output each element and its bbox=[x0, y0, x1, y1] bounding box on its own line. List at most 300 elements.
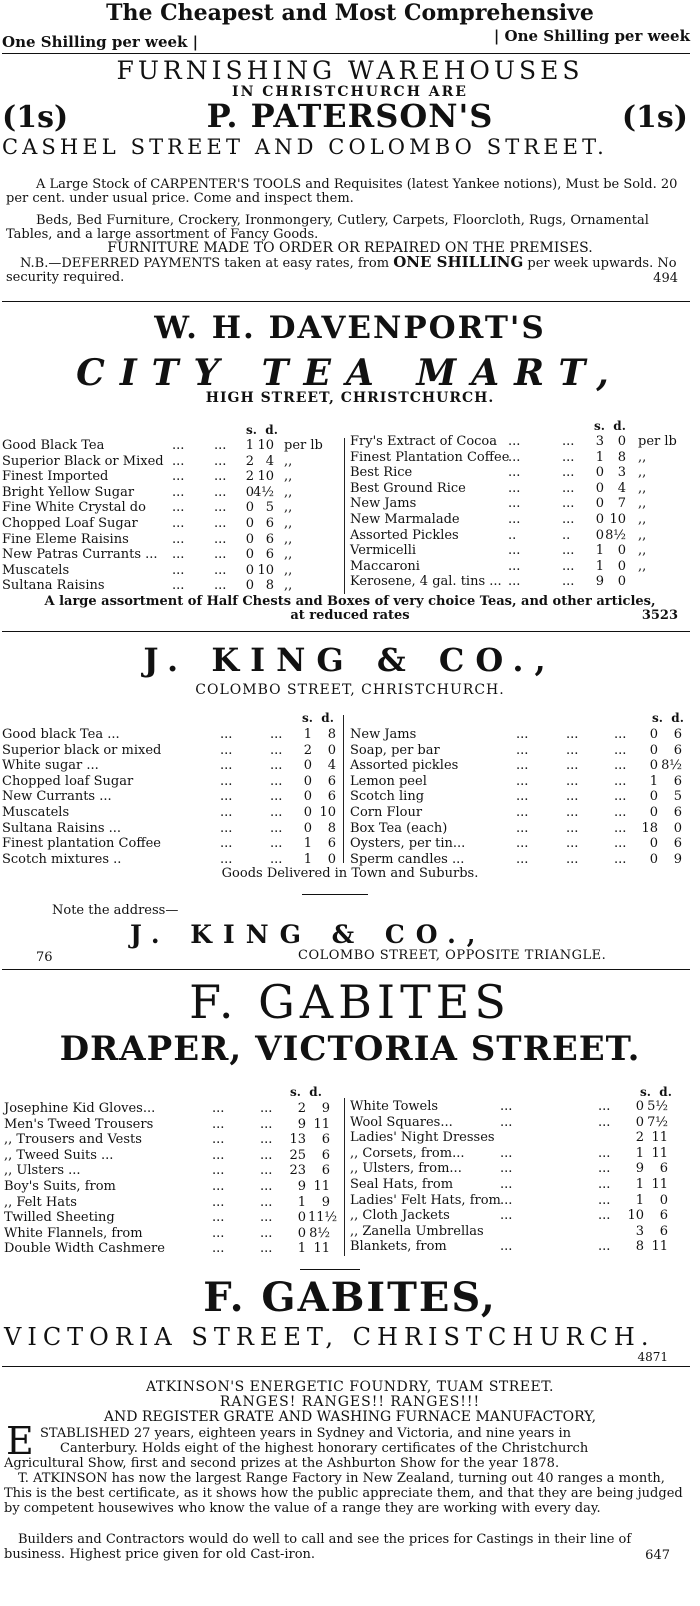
item-name: Superior Black or Mixed bbox=[2, 453, 164, 469]
price-shillings: 2 bbox=[303, 742, 312, 758]
price-row bbox=[350, 465, 695, 481]
item-leader: ... bbox=[270, 789, 283, 805]
price-row bbox=[2, 758, 342, 774]
gabites-subtitle: DRAPER, VICTORIA STREET. bbox=[59, 1029, 641, 1069]
units-header bbox=[640, 1085, 672, 1099]
price-row bbox=[2, 789, 342, 805]
item-leader: ... bbox=[500, 1114, 513, 1130]
gabites-address: VICTORIA STREET, CHRISTCHURCH. bbox=[4, 1323, 655, 1351]
price-unit: ,, bbox=[638, 527, 647, 543]
price-row bbox=[350, 836, 690, 852]
item-name: Twilled Sheeting bbox=[4, 1210, 115, 1226]
rule bbox=[2, 969, 690, 970]
price-pence: 0 bbox=[617, 574, 626, 590]
price-pence: 10 bbox=[319, 804, 336, 820]
price-shillings: 0 bbox=[649, 804, 658, 820]
price-row bbox=[350, 1208, 690, 1224]
price-row bbox=[2, 852, 342, 868]
item-name: Soap, per bar bbox=[350, 742, 440, 758]
item-leader: ... bbox=[260, 1163, 273, 1179]
item-name: ,, Ulsters, from... bbox=[350, 1161, 462, 1177]
price-shillings: 1 bbox=[297, 1194, 306, 1210]
price-unit: per lb bbox=[284, 438, 323, 453]
price-pence: 6 bbox=[673, 804, 682, 820]
price-pence: 6 bbox=[265, 547, 274, 563]
price-row bbox=[2, 454, 342, 470]
shillings-header: s. bbox=[652, 711, 663, 725]
king-right-table bbox=[350, 727, 690, 867]
price-unit: ,, bbox=[638, 511, 647, 527]
price-pence: 11 bbox=[313, 1241, 330, 1257]
item-name: Sperm candles ... bbox=[350, 851, 465, 867]
price-shillings: 0 bbox=[297, 1225, 306, 1241]
price-shillings: 1 bbox=[635, 1145, 644, 1161]
item-leader: ... bbox=[598, 1145, 611, 1161]
shillings-header: s. bbox=[246, 423, 257, 437]
price-row bbox=[2, 805, 342, 821]
price-pence: 11 bbox=[651, 1145, 668, 1161]
price-pence: 10 bbox=[257, 469, 274, 485]
rule bbox=[2, 301, 690, 302]
item-leader: ... bbox=[172, 515, 185, 531]
item-leader: ... bbox=[220, 742, 233, 758]
price-pence: 0 bbox=[617, 543, 626, 559]
item-leader: ... bbox=[172, 531, 185, 547]
gabites-right-table bbox=[350, 1099, 690, 1255]
gabites-name: F. GABITES bbox=[189, 975, 511, 1029]
rule bbox=[2, 1366, 690, 1367]
price-pence: 9 bbox=[673, 851, 682, 867]
item-name: ,, Felt Hats bbox=[4, 1194, 77, 1210]
price-unit: ,, bbox=[638, 496, 647, 512]
item-leader: ... bbox=[508, 558, 521, 574]
item-leader: ... bbox=[500, 1099, 513, 1114]
item-name: New Patras Currants ... bbox=[2, 547, 158, 563]
paterson-para-deferred bbox=[6, 253, 690, 285]
item-leader: ... bbox=[220, 758, 233, 774]
item-name: Kerosene, 4 gal. tins ... bbox=[350, 574, 502, 590]
item-name: ,, Tweed Suits ... bbox=[4, 1147, 114, 1163]
item-leader: ... bbox=[566, 820, 579, 836]
price-row bbox=[350, 789, 690, 805]
item-name: Ladies' Felt Hats, from bbox=[350, 1192, 501, 1208]
item-name: Finest Imported bbox=[2, 469, 109, 485]
item-leader: ... bbox=[270, 773, 283, 789]
davenport-right-table bbox=[350, 434, 695, 590]
price-pence: 9 bbox=[321, 1101, 330, 1116]
paterson-ref: 494 bbox=[653, 271, 678, 286]
item-leader: ... bbox=[214, 484, 227, 500]
price-pence: 6 bbox=[327, 836, 336, 852]
item-name: ,, Cloth Jackets bbox=[350, 1208, 450, 1224]
pence-header: d. bbox=[613, 419, 626, 433]
atkinson-title: ATKINSON'S ENERGETIC FOUNDRY, TUAM STREET. bbox=[146, 1379, 554, 1395]
item-name: Oysters, per tin... bbox=[350, 836, 466, 852]
item-leader: ... bbox=[220, 836, 233, 852]
item-leader: ... bbox=[172, 484, 185, 500]
price-row bbox=[4, 1210, 342, 1226]
item-leader: ... bbox=[598, 1192, 611, 1208]
price-row bbox=[4, 1163, 342, 1179]
item-leader: ... bbox=[614, 804, 627, 820]
price-shillings: 0 bbox=[303, 820, 312, 836]
item-leader: ... bbox=[516, 727, 529, 742]
item-name: Good black Tea ... bbox=[2, 727, 120, 742]
price-pence: 0 bbox=[327, 742, 336, 758]
item-leader: ... bbox=[500, 1176, 513, 1192]
item-leader: ... bbox=[212, 1178, 225, 1194]
price-shillings: 1 bbox=[245, 438, 254, 453]
item-leader: ... bbox=[260, 1116, 273, 1132]
pence-header: d. bbox=[309, 1085, 322, 1099]
item-leader: ... bbox=[598, 1114, 611, 1130]
item-name: Scotch ling bbox=[350, 789, 425, 805]
price-row bbox=[350, 450, 695, 466]
item-leader: ... bbox=[260, 1241, 273, 1257]
item-leader: ... bbox=[614, 773, 627, 789]
price-pence: 8½ bbox=[605, 527, 626, 543]
price-row bbox=[350, 852, 690, 868]
price-shillings: 3 bbox=[595, 434, 604, 449]
price-unit: per lb bbox=[638, 434, 677, 449]
item-leader: ... bbox=[508, 480, 521, 496]
price-pence: 0 bbox=[617, 558, 626, 574]
item-leader: ... bbox=[172, 438, 185, 453]
item-leader: ... bbox=[562, 511, 575, 527]
price-shillings: 9 bbox=[635, 1161, 644, 1177]
item-leader: ... bbox=[516, 820, 529, 836]
item-leader: ... bbox=[614, 727, 627, 742]
price-unit: ,, bbox=[638, 480, 647, 496]
item-name: New Jams bbox=[350, 727, 417, 742]
gabites-name-repeat: F. GABITES, bbox=[203, 1274, 497, 1321]
item-leader: ... bbox=[598, 1208, 611, 1224]
item-leader: ... bbox=[220, 804, 233, 820]
price-pence: 5 bbox=[673, 789, 682, 805]
paterson-shilling-right: | One Shilling per week bbox=[493, 27, 690, 45]
price-shillings: 1 bbox=[595, 449, 604, 465]
item-leader: ... bbox=[562, 496, 575, 512]
price-pence: 6 bbox=[265, 515, 274, 531]
price-pence: 0 bbox=[617, 434, 626, 449]
price-shillings: 0 bbox=[595, 465, 604, 481]
item-name: Corn Flour bbox=[350, 804, 423, 820]
price-row bbox=[4, 1226, 342, 1242]
price-shillings: 9 bbox=[297, 1116, 306, 1132]
king-delivered: Goods Delivered in Town and Suburbs. bbox=[221, 866, 479, 881]
item-name: Ladies' Night Dresses bbox=[350, 1130, 495, 1146]
item-leader: ... bbox=[562, 480, 575, 496]
item-leader: ... bbox=[212, 1132, 225, 1148]
item-leader: .. bbox=[508, 527, 517, 543]
item-leader: ... bbox=[516, 851, 529, 867]
price-shillings: 0 bbox=[303, 758, 312, 774]
item-leader: ... bbox=[172, 469, 185, 485]
price-shillings: 0 bbox=[649, 742, 658, 758]
price-shillings: 3 bbox=[635, 1223, 644, 1239]
paterson-name: P. PATERSON'S bbox=[206, 97, 494, 135]
atkinson-subtitle: AND REGISTER GRATE AND WASHING FURNACE MANUFACTORY, bbox=[103, 1409, 597, 1425]
item-leader: ... bbox=[172, 562, 185, 578]
price-pence: 8½ bbox=[661, 758, 682, 774]
units-header bbox=[302, 711, 334, 725]
item-name: Chopped Loaf Sugar bbox=[2, 515, 138, 531]
price-pence: 0 bbox=[659, 1192, 668, 1208]
item-name: Fine Eleme Raisins bbox=[2, 531, 129, 547]
item-leader: ... bbox=[214, 562, 227, 578]
item-name: Box Tea (each) bbox=[350, 820, 448, 836]
item-leader: ... bbox=[508, 496, 521, 512]
price-pence: 6 bbox=[673, 773, 682, 789]
price-shillings: 0 bbox=[649, 851, 658, 867]
price-row bbox=[350, 1115, 690, 1131]
price-pence: 3 bbox=[617, 465, 626, 481]
item-leader: ... bbox=[260, 1101, 273, 1116]
item-leader: ... bbox=[566, 836, 579, 852]
davenport-address: HIGH STREET, CHRISTCHURCH. bbox=[205, 390, 495, 406]
item-name: Maccaroni bbox=[350, 558, 420, 574]
column-divider bbox=[344, 438, 345, 594]
item-leader: ... bbox=[220, 789, 233, 805]
paterson-price-right: (1s) bbox=[621, 100, 688, 135]
price-row bbox=[350, 727, 690, 743]
item-leader: ... bbox=[270, 804, 283, 820]
king-ref: 76 bbox=[36, 950, 53, 965]
price-row bbox=[4, 1148, 342, 1164]
item-leader: ... bbox=[508, 511, 521, 527]
price-shillings: 0 bbox=[245, 562, 254, 578]
price-row bbox=[350, 543, 695, 559]
king-name-repeat: J. KING & CO., bbox=[130, 920, 487, 949]
units-header bbox=[246, 423, 278, 437]
price-shillings: 0 bbox=[245, 500, 254, 516]
price-row bbox=[2, 547, 342, 563]
item-leader: ... bbox=[270, 758, 283, 774]
price-pence: 8 bbox=[265, 578, 274, 594]
item-leader: ... bbox=[214, 578, 227, 594]
item-leader: ... bbox=[508, 465, 521, 481]
price-shillings: 1 bbox=[635, 1176, 644, 1192]
price-unit: ,, bbox=[638, 558, 647, 574]
price-pence: 4 bbox=[265, 453, 274, 469]
atkinson-para3: Builders and Contractors would do well to call and see the prices for Castings in their line of business. Highest price given for old Cast-iron. bbox=[4, 1532, 632, 1562]
item-leader: ... bbox=[212, 1194, 225, 1210]
paterson-para-furniture: FURNITURE MADE TO ORDER OR REPAIRED ON THE PREMISES. bbox=[107, 240, 593, 256]
item-name: Scotch mixtures .. bbox=[2, 851, 122, 867]
item-name: Wool Squares... bbox=[350, 1114, 453, 1130]
price-unit: ,, bbox=[284, 531, 293, 547]
item-leader: ... bbox=[614, 758, 627, 774]
price-row bbox=[2, 578, 342, 594]
price-pence: 6 bbox=[673, 836, 682, 852]
item-name: Finest Plantation Coffee bbox=[350, 449, 510, 465]
item-leader: ... bbox=[516, 742, 529, 758]
item-name: ,, Corsets, from... bbox=[350, 1145, 465, 1161]
price-row bbox=[2, 469, 342, 485]
item-name: Men's Tweed Trousers bbox=[4, 1116, 154, 1132]
price-row bbox=[350, 1099, 690, 1115]
price-shillings: 10 bbox=[627, 1208, 644, 1224]
davenport-footer-rates: at reduced rates bbox=[290, 608, 410, 623]
price-unit: ,, bbox=[284, 562, 293, 578]
price-shillings: 1 bbox=[303, 851, 312, 867]
atkinson-ref: 647 bbox=[645, 1548, 670, 1563]
price-unit: ,, bbox=[284, 515, 293, 531]
price-shillings: 25 bbox=[289, 1147, 306, 1163]
price-shillings: 13 bbox=[289, 1132, 306, 1148]
item-leader: ... bbox=[172, 547, 185, 563]
price-unit: ,, bbox=[638, 465, 647, 481]
item-leader: ... bbox=[214, 453, 227, 469]
paterson-para-beds: Beds, Bed Furniture, Crockery, Ironmongery, Cutlery, Carpets, Floorcloth, Rugs, Ornamental Tables, and a large assortment of Fancy Goods. bbox=[6, 213, 649, 242]
price-pence: 11½ bbox=[308, 1210, 338, 1226]
price-row bbox=[2, 774, 342, 790]
item-leader: ... bbox=[260, 1210, 273, 1226]
item-leader: ... bbox=[220, 851, 233, 867]
item-leader: ... bbox=[500, 1145, 513, 1161]
item-name: Vermicelli bbox=[350, 543, 417, 559]
item-leader: ... bbox=[566, 789, 579, 805]
paterson-para-tools: A Large Stock of CARPENTER'S TOOLS and Requisites (latest Yankee notions), Must be Sold. 20 per cent. under usual price. Come and inspect them. bbox=[6, 177, 678, 206]
price-pence: 7½ bbox=[647, 1114, 668, 1130]
paterson-title: FURNISHING WAREHOUSES bbox=[116, 56, 584, 85]
price-pence: 6 bbox=[659, 1161, 668, 1177]
item-leader: ... bbox=[598, 1176, 611, 1192]
price-row bbox=[4, 1117, 342, 1133]
price-shillings: 9 bbox=[297, 1178, 306, 1194]
item-leader: ... bbox=[500, 1192, 513, 1208]
pence-header: d. bbox=[659, 1085, 672, 1099]
item-name: Fine White Crystal do bbox=[2, 500, 146, 516]
shillings-header: s. bbox=[594, 419, 605, 433]
item-name: Bright Yellow Sugar bbox=[2, 484, 135, 500]
price-pence: 6 bbox=[321, 1132, 330, 1148]
price-shillings: 8 bbox=[635, 1239, 644, 1255]
item-name: Finest plantation Coffee bbox=[2, 836, 161, 852]
price-pence: 8 bbox=[327, 727, 336, 742]
price-row bbox=[350, 574, 695, 590]
item-leader: ... bbox=[212, 1116, 225, 1132]
king-left-table bbox=[2, 727, 342, 867]
price-unit: ,, bbox=[284, 469, 293, 485]
item-leader: ... bbox=[500, 1208, 513, 1224]
price-shillings: 1 bbox=[649, 773, 658, 789]
column-divider bbox=[344, 1098, 345, 1256]
atkinson-para1-line1: STABLISHED 27 years, eighteen years in Sydney and Victoria, and nine years in bbox=[40, 1426, 571, 1441]
price-row bbox=[2, 727, 342, 743]
price-shillings: 1 bbox=[595, 543, 604, 559]
price-pence: 11 bbox=[651, 1176, 668, 1192]
price-pence: 10 bbox=[609, 511, 626, 527]
price-pence: 5 bbox=[265, 500, 274, 516]
item-name: White Flannels, from bbox=[4, 1225, 143, 1241]
item-leader: ... bbox=[214, 500, 227, 516]
gabites-ref: 4871 bbox=[637, 1350, 668, 1364]
price-shillings: 1 bbox=[595, 558, 604, 574]
item-leader: ... bbox=[172, 500, 185, 516]
price-pence: 6 bbox=[327, 789, 336, 805]
price-pence: 8½ bbox=[309, 1225, 330, 1241]
price-row bbox=[350, 559, 695, 575]
price-unit: ,, bbox=[284, 547, 293, 563]
price-pence: 8 bbox=[327, 820, 336, 836]
item-leader: ... bbox=[508, 449, 521, 465]
price-row bbox=[350, 774, 690, 790]
item-name: White Towels bbox=[350, 1099, 439, 1114]
price-unit: ,, bbox=[638, 543, 647, 559]
item-name: New Jams bbox=[350, 496, 417, 512]
price-shillings: 0 bbox=[303, 773, 312, 789]
gabites-left-table bbox=[4, 1101, 342, 1257]
price-row bbox=[350, 528, 695, 544]
price-row bbox=[350, 1161, 690, 1177]
short-rule bbox=[302, 894, 368, 895]
item-name: Best Rice bbox=[350, 465, 413, 481]
price-row bbox=[350, 1224, 690, 1240]
item-leader: ... bbox=[598, 1099, 611, 1114]
item-leader: ... bbox=[516, 804, 529, 820]
paterson-shilling-left: One Shilling per week | bbox=[2, 33, 199, 51]
price-row bbox=[350, 1130, 690, 1146]
deferred-text-end: per week upwards. No security required. bbox=[6, 256, 677, 285]
price-pence: 4 bbox=[617, 480, 626, 496]
price-shillings: 0 bbox=[595, 480, 604, 496]
price-shillings: 9 bbox=[595, 574, 604, 590]
price-pence: 6 bbox=[327, 773, 336, 789]
paterson-subtitle: IN CHRISTCHURCH ARE bbox=[232, 84, 468, 100]
item-leader: ... bbox=[516, 758, 529, 774]
item-leader: ... bbox=[614, 851, 627, 867]
item-name: ,, Zanella Umbrellas bbox=[350, 1223, 484, 1239]
price-pence: 0 bbox=[673, 820, 682, 836]
price-unit: ,, bbox=[284, 484, 293, 500]
price-row bbox=[2, 821, 342, 837]
price-pence: 9 bbox=[321, 1194, 330, 1210]
item-leader: ... bbox=[220, 820, 233, 836]
item-name: Muscatels bbox=[2, 804, 70, 820]
item-name: New Marmalade bbox=[350, 511, 460, 527]
price-shillings: 0 bbox=[245, 547, 254, 563]
item-name: Assorted pickles bbox=[350, 758, 459, 774]
price-pence: 4½ bbox=[253, 484, 274, 500]
units-header bbox=[290, 1085, 322, 1099]
one-shilling: ONE SHILLING bbox=[393, 253, 524, 271]
item-leader: ... bbox=[562, 465, 575, 481]
king-address-repeat: COLOMBO STREET, OPPOSITE TRIANGLE. bbox=[298, 948, 607, 963]
item-leader: ... bbox=[172, 453, 185, 469]
pence-header: d. bbox=[265, 423, 278, 437]
price-row bbox=[350, 758, 690, 774]
price-shillings: 0 bbox=[595, 511, 604, 527]
item-leader: ... bbox=[614, 820, 627, 836]
price-pence: 11 bbox=[651, 1130, 668, 1146]
price-shillings: 0 bbox=[595, 496, 604, 512]
price-row bbox=[4, 1132, 342, 1148]
price-pence: 6 bbox=[673, 742, 682, 758]
rule bbox=[2, 53, 690, 54]
price-shillings: 1 bbox=[635, 1192, 644, 1208]
item-leader: ... bbox=[562, 574, 575, 590]
price-row bbox=[4, 1179, 342, 1195]
item-name: Good Black Tea bbox=[2, 438, 105, 453]
price-row bbox=[4, 1241, 342, 1257]
price-row bbox=[350, 1193, 690, 1209]
item-leader: ... bbox=[270, 727, 283, 742]
item-leader: ... bbox=[566, 851, 579, 867]
king-address: COLOMBO STREET, CHRISTCHURCH. bbox=[195, 682, 505, 698]
item-leader: ... bbox=[614, 836, 627, 852]
item-leader: ... bbox=[508, 543, 521, 559]
